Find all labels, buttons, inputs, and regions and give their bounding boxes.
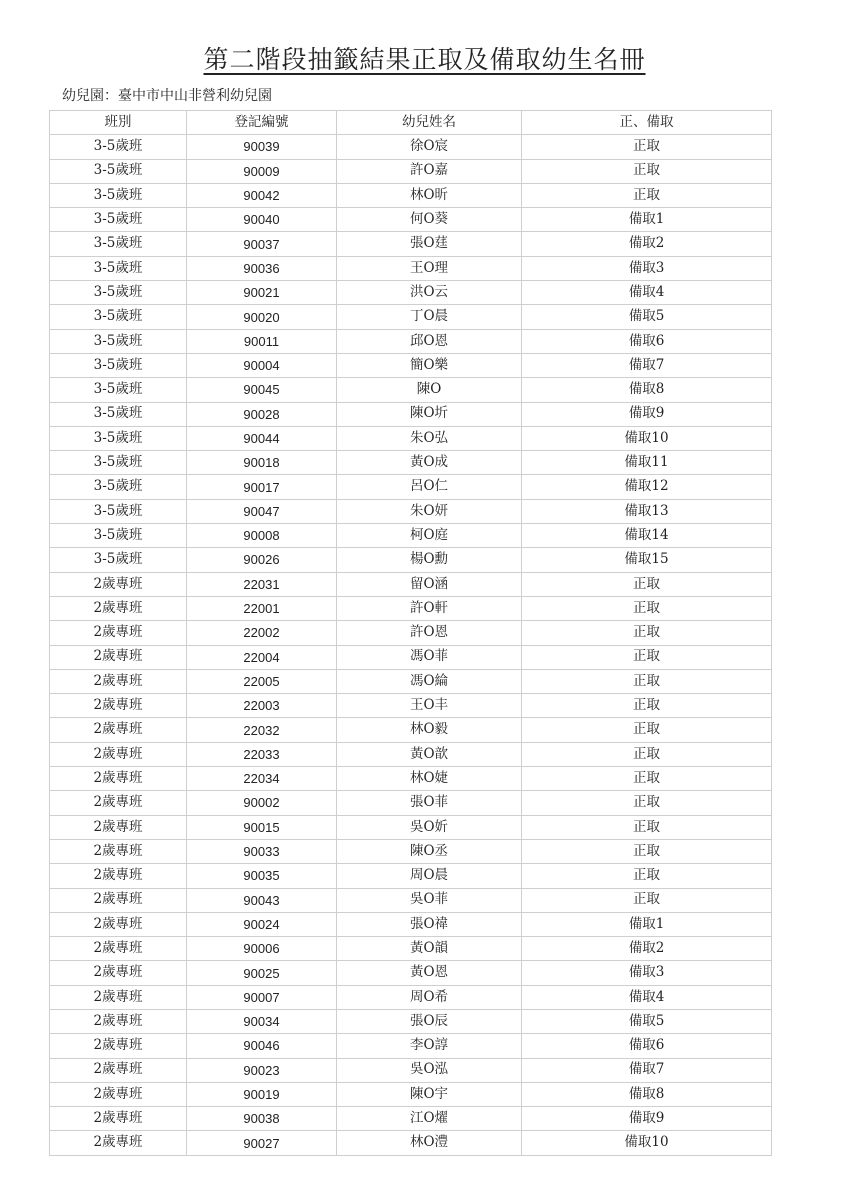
table-row [50, 1034, 772, 1058]
cell-class: 3-5歲班 [50, 305, 187, 329]
cell-registration-number: 22031 [187, 572, 337, 596]
table-row [50, 524, 772, 548]
table-row [50, 135, 772, 159]
kindergarten-label: 幼兒園：臺中市中山非營利幼兒園 [62, 88, 272, 104]
cell-class: 3-5歲班 [50, 232, 187, 256]
cell-class: 2歲專班 [50, 1058, 187, 1082]
cell-child-name: 留O涵 [337, 572, 522, 596]
table-row [50, 645, 772, 669]
cell-admission-status: 備取11 [522, 451, 772, 475]
table-row [50, 329, 772, 353]
cell-child-name: 許O軒 [337, 596, 522, 620]
cell-registration-number: 90043 [187, 888, 337, 912]
document-title [0, 40, 849, 76]
cell-registration-number: 90006 [187, 937, 337, 961]
cell-registration-number: 90002 [187, 791, 337, 815]
cell-registration-number: 90017 [187, 475, 337, 499]
cell-admission-status: 正取 [522, 645, 772, 669]
cell-admission-status: 正取 [522, 864, 772, 888]
cell-child-name: 林O毅 [337, 718, 522, 742]
cell-registration-number: 90038 [187, 1107, 337, 1131]
cell-child-name: 馮O菲 [337, 645, 522, 669]
cell-child-name: 陳O宇 [337, 1082, 522, 1106]
cell-class: 3-5歲班 [50, 256, 187, 280]
cell-registration-number: 22001 [187, 596, 337, 620]
table-row [50, 985, 772, 1009]
table-row [50, 499, 772, 523]
cell-child-name: 林O婕 [337, 767, 522, 791]
cell-admission-status: 備取3 [522, 961, 772, 985]
cell-admission-status: 備取10 [522, 1131, 772, 1155]
table-row [50, 1058, 772, 1082]
cell-admission-status: 備取15 [522, 548, 772, 572]
cell-admission-status: 備取2 [522, 232, 772, 256]
cell-child-name: 呂O仁 [337, 475, 522, 499]
cell-registration-number: 90042 [187, 183, 337, 207]
cell-registration-number: 22033 [187, 742, 337, 766]
cell-registration-number: 90020 [187, 305, 337, 329]
cell-admission-status: 備取9 [522, 402, 772, 426]
table-row [50, 596, 772, 620]
cell-class: 3-5歲班 [50, 208, 187, 232]
cell-class: 2歲專班 [50, 572, 187, 596]
cell-class: 2歲專班 [50, 937, 187, 961]
cell-class: 3-5歲班 [50, 499, 187, 523]
cell-class: 3-5歲班 [50, 329, 187, 353]
cell-registration-number: 90008 [187, 524, 337, 548]
cell-admission-status: 備取7 [522, 353, 772, 377]
table-row [50, 208, 772, 232]
table-row [50, 1107, 772, 1131]
cell-admission-status: 備取4 [522, 985, 772, 1009]
document-title-text: 第二階段抽籤結果正取及備取幼生名冊 [203, 45, 646, 74]
cell-child-name: 朱O弘 [337, 426, 522, 450]
cell-registration-number: 90025 [187, 961, 337, 985]
cell-child-name: 陳O圻 [337, 402, 522, 426]
cell-class: 3-5歲班 [50, 402, 187, 426]
table-row [50, 402, 772, 426]
cell-admission-status: 正取 [522, 791, 772, 815]
cell-class: 2歲專班 [50, 1131, 187, 1155]
cell-admission-status: 備取6 [522, 1034, 772, 1058]
cell-admission-status: 備取12 [522, 475, 772, 499]
cell-admission-status: 正取 [522, 767, 772, 791]
cell-class: 2歲專班 [50, 645, 187, 669]
cell-class: 2歲專班 [50, 718, 187, 742]
table-row [50, 256, 772, 280]
table-row [50, 451, 772, 475]
cell-admission-status: 正取 [522, 135, 772, 159]
cell-registration-number: 90034 [187, 1009, 337, 1033]
table-row [50, 305, 772, 329]
cell-class: 3-5歲班 [50, 426, 187, 450]
cell-class: 3-5歲班 [50, 451, 187, 475]
cell-admission-status: 備取9 [522, 1107, 772, 1131]
table-row [50, 159, 772, 183]
cell-class: 2歲專班 [50, 791, 187, 815]
cell-class: 2歲專班 [50, 839, 187, 863]
cell-class: 2歲專班 [50, 767, 187, 791]
cell-admission-status: 備取8 [522, 1082, 772, 1106]
table-row [50, 864, 772, 888]
cell-registration-number: 90028 [187, 402, 337, 426]
cell-class: 3-5歲班 [50, 475, 187, 499]
cell-class: 3-5歲班 [50, 378, 187, 402]
cell-registration-number: 90018 [187, 451, 337, 475]
table-row [50, 888, 772, 912]
cell-child-name: 徐O宸 [337, 135, 522, 159]
table-row [50, 1009, 772, 1033]
cell-class: 3-5歲班 [50, 281, 187, 305]
cell-registration-number: 90007 [187, 985, 337, 1009]
table-row [50, 767, 772, 791]
cell-child-name: 陳O [337, 378, 522, 402]
cell-admission-status: 正取 [522, 572, 772, 596]
cell-admission-status: 正取 [522, 742, 772, 766]
cell-class: 3-5歲班 [50, 159, 187, 183]
cell-child-name: 何O葵 [337, 208, 522, 232]
cell-child-name: 黃O韻 [337, 937, 522, 961]
cell-admission-status: 備取6 [522, 329, 772, 353]
cell-child-name: 吳O妡 [337, 815, 522, 839]
table-row [50, 791, 772, 815]
cell-child-name: 周O希 [337, 985, 522, 1009]
table-row [50, 815, 772, 839]
cell-class: 2歲專班 [50, 1107, 187, 1131]
cell-child-name: 張O禕 [337, 912, 522, 936]
cell-registration-number: 90039 [187, 135, 337, 159]
cell-admission-status: 正取 [522, 839, 772, 863]
cell-child-name: 許O嘉 [337, 159, 522, 183]
table-row [50, 548, 772, 572]
cell-child-name: 王O丰 [337, 694, 522, 718]
cell-registration-number: 90026 [187, 548, 337, 572]
cell-child-name: 黃O歆 [337, 742, 522, 766]
table-header-row [50, 111, 772, 135]
cell-child-name: 張O菲 [337, 791, 522, 815]
cell-admission-status: 正取 [522, 183, 772, 207]
table-row [50, 669, 772, 693]
header-registration-number: 登記編號 [187, 111, 337, 135]
cell-registration-number: 22002 [187, 621, 337, 645]
cell-class: 2歲專班 [50, 621, 187, 645]
cell-child-name: 張O莛 [337, 232, 522, 256]
cell-admission-status: 備取1 [522, 208, 772, 232]
cell-admission-status: 正取 [522, 718, 772, 742]
cell-admission-status: 正取 [522, 159, 772, 183]
table-row [50, 621, 772, 645]
cell-registration-number: 90019 [187, 1082, 337, 1106]
cell-admission-status: 備取3 [522, 256, 772, 280]
cell-class: 2歲專班 [50, 1009, 187, 1033]
cell-registration-number: 90036 [187, 256, 337, 280]
cell-child-name: 張O辰 [337, 1009, 522, 1033]
header-admission-status: 正、備取 [522, 111, 772, 135]
cell-admission-status: 正取 [522, 694, 772, 718]
cell-class: 2歲專班 [50, 961, 187, 985]
cell-class: 3-5歲班 [50, 548, 187, 572]
cell-class: 2歲專班 [50, 669, 187, 693]
cell-child-name: 許O恩 [337, 621, 522, 645]
cell-child-name: 吳O泓 [337, 1058, 522, 1082]
table-row [50, 718, 772, 742]
cell-registration-number: 90046 [187, 1034, 337, 1058]
cell-child-name: 柯O庭 [337, 524, 522, 548]
cell-registration-number: 90027 [187, 1131, 337, 1155]
cell-registration-number: 90021 [187, 281, 337, 305]
cell-registration-number: 90009 [187, 159, 337, 183]
cell-registration-number: 22032 [187, 718, 337, 742]
cell-class: 2歲專班 [50, 742, 187, 766]
cell-child-name: 簡O樂 [337, 353, 522, 377]
cell-child-name: 李O諄 [337, 1034, 522, 1058]
cell-child-name: 洪O云 [337, 281, 522, 305]
cell-class: 2歲專班 [50, 596, 187, 620]
table-row [50, 961, 772, 985]
cell-child-name: 邱O恩 [337, 329, 522, 353]
cell-class: 2歲專班 [50, 985, 187, 1009]
cell-registration-number: 22005 [187, 669, 337, 693]
table-row [50, 232, 772, 256]
header-class: 班別 [50, 111, 187, 135]
cell-admission-status: 備取10 [522, 426, 772, 450]
cell-admission-status: 正取 [522, 815, 772, 839]
cell-registration-number: 22034 [187, 767, 337, 791]
cell-child-name: 馮O綸 [337, 669, 522, 693]
cell-admission-status: 正取 [522, 596, 772, 620]
cell-admission-status: 備取5 [522, 305, 772, 329]
table-row [50, 378, 772, 402]
cell-registration-number: 22003 [187, 694, 337, 718]
cell-registration-number: 90045 [187, 378, 337, 402]
cell-registration-number: 90011 [187, 329, 337, 353]
table-row [50, 839, 772, 863]
cell-admission-status: 備取2 [522, 937, 772, 961]
cell-admission-status: 備取13 [522, 499, 772, 523]
cell-class: 2歲專班 [50, 815, 187, 839]
cell-admission-status: 備取8 [522, 378, 772, 402]
cell-admission-status: 正取 [522, 669, 772, 693]
cell-child-name: 丁O晨 [337, 305, 522, 329]
cell-registration-number: 90033 [187, 839, 337, 863]
table-row [50, 572, 772, 596]
cell-child-name: 林O昕 [337, 183, 522, 207]
cell-class: 2歲專班 [50, 888, 187, 912]
cell-admission-status: 備取5 [522, 1009, 772, 1033]
table-row [50, 183, 772, 207]
cell-child-name: 楊O勳 [337, 548, 522, 572]
cell-admission-status: 備取1 [522, 912, 772, 936]
cell-class: 3-5歲班 [50, 183, 187, 207]
cell-registration-number: 90035 [187, 864, 337, 888]
cell-admission-status: 備取14 [522, 524, 772, 548]
table-row [50, 426, 772, 450]
cell-registration-number: 90037 [187, 232, 337, 256]
cell-admission-status: 正取 [522, 888, 772, 912]
table-row [50, 475, 772, 499]
cell-class: 2歲專班 [50, 694, 187, 718]
cell-registration-number: 90044 [187, 426, 337, 450]
cell-admission-status: 備取7 [522, 1058, 772, 1082]
table-row [50, 694, 772, 718]
cell-child-name: 吳O菲 [337, 888, 522, 912]
roster-table [49, 110, 772, 1156]
header-child-name: 幼兒姓名 [337, 111, 522, 135]
cell-admission-status: 備取4 [522, 281, 772, 305]
cell-class: 3-5歲班 [50, 135, 187, 159]
cell-registration-number: 90023 [187, 1058, 337, 1082]
table-row [50, 912, 772, 936]
cell-child-name: 陳O丞 [337, 839, 522, 863]
cell-child-name: 黃O成 [337, 451, 522, 475]
cell-class: 3-5歲班 [50, 353, 187, 377]
cell-registration-number: 90040 [187, 208, 337, 232]
cell-registration-number: 90047 [187, 499, 337, 523]
table-row [50, 281, 772, 305]
table-row [50, 353, 772, 377]
cell-class: 2歲專班 [50, 1082, 187, 1106]
table-row [50, 1082, 772, 1106]
cell-class: 3-5歲班 [50, 524, 187, 548]
cell-registration-number: 90015 [187, 815, 337, 839]
cell-child-name: 江O燿 [337, 1107, 522, 1131]
cell-child-name: 周O晨 [337, 864, 522, 888]
cell-child-name: 王O理 [337, 256, 522, 280]
table-body [50, 135, 772, 1155]
cell-admission-status: 正取 [522, 621, 772, 645]
cell-registration-number: 22004 [187, 645, 337, 669]
cell-class: 2歲專班 [50, 912, 187, 936]
cell-class: 2歲專班 [50, 1034, 187, 1058]
cell-child-name: 林O澧 [337, 1131, 522, 1155]
cell-registration-number: 90024 [187, 912, 337, 936]
cell-child-name: 黃O恩 [337, 961, 522, 985]
table-row [50, 937, 772, 961]
table-row [50, 1131, 772, 1155]
table-row [50, 742, 772, 766]
cell-child-name: 朱O妍 [337, 499, 522, 523]
cell-class: 2歲專班 [50, 864, 187, 888]
cell-registration-number: 90004 [187, 353, 337, 377]
